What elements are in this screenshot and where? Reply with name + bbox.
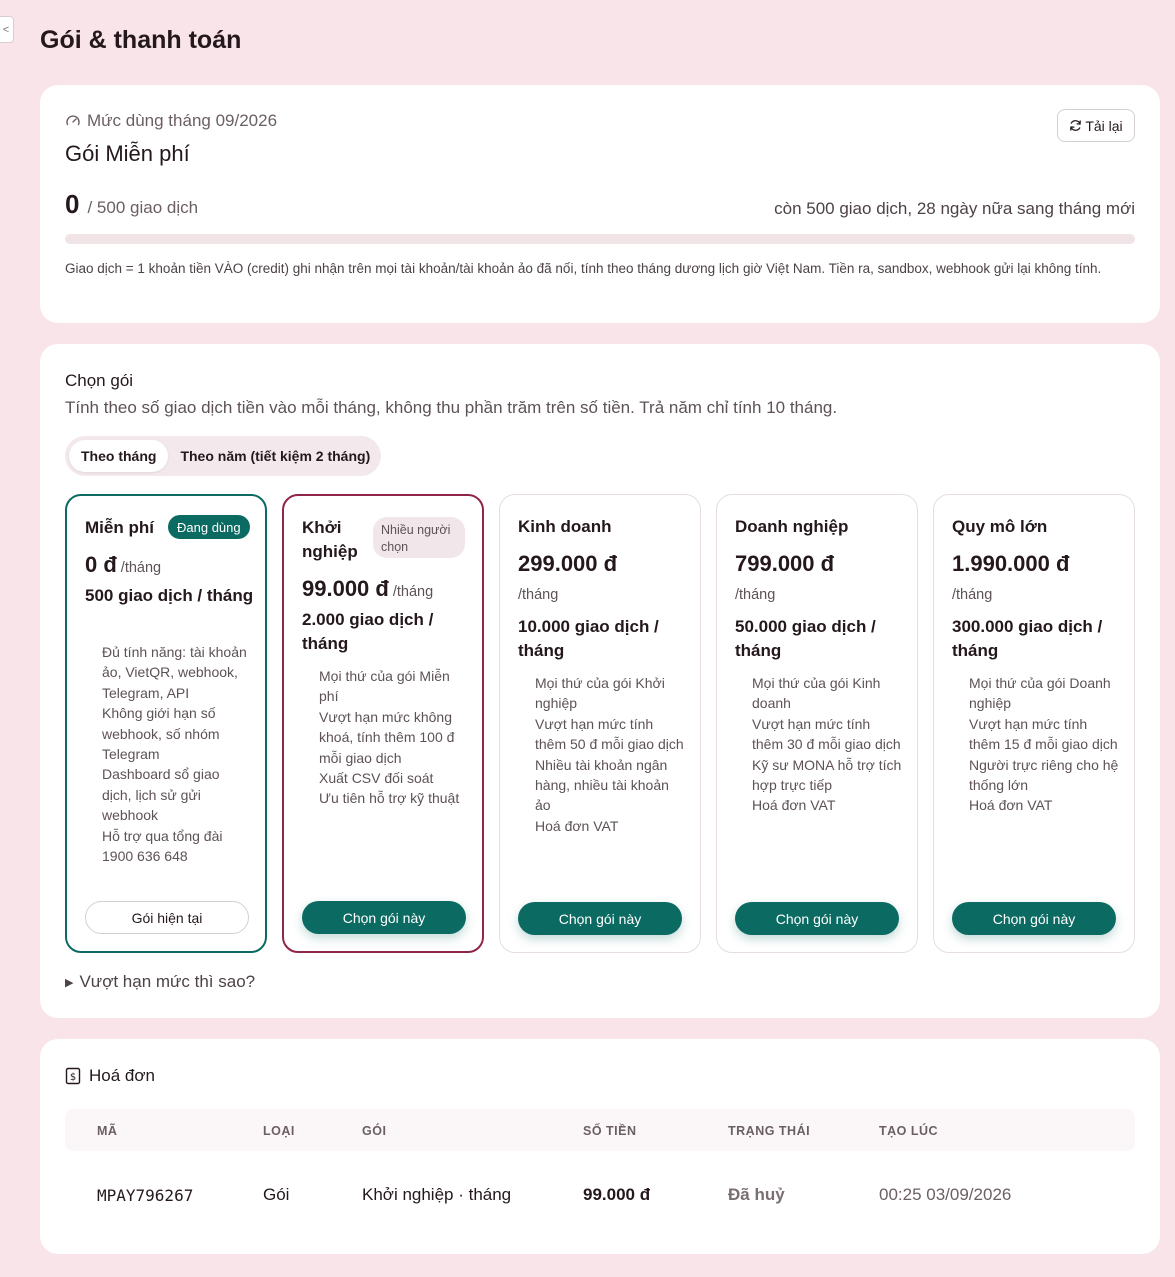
choose-plan-button[interactable]: Chọn gói này	[302, 901, 466, 934]
choose-plan-button[interactable]: Chọn gói này	[518, 902, 682, 935]
column-header-type: LOẠI	[263, 1124, 295, 1138]
plan-feature: Hoá đơn VAT	[752, 797, 836, 814]
invoice-status: Đã huỷ	[728, 1185, 785, 1204]
plans-heading: Chọn gói	[65, 371, 134, 390]
plan-features	[752, 673, 902, 816]
plan-period: /tháng	[952, 587, 993, 603]
plan-features	[319, 666, 469, 809]
plan-price-line	[302, 576, 433, 602]
plan-feature: Mọi thứ của gói Miễn phí	[319, 668, 450, 705]
plan-name: Miễn phí	[85, 518, 154, 537]
plan-quota: 500 giao dịch / tháng	[85, 586, 254, 605]
invoices-heading	[65, 1066, 155, 1086]
column-header-created: TẠO LÚC	[879, 1124, 939, 1138]
plan-quota: 10.000 giao dịch / tháng	[518, 617, 659, 660]
plan-card-business	[499, 494, 701, 953]
plan-feature: Dashboard sổ giao dịch, lịch sử gửi webhook	[102, 766, 220, 824]
plan-feature: Không giới hạn số webhook, số nhóm Telegram	[102, 705, 220, 763]
page-title: Gói & thanh toán	[40, 26, 242, 54]
plan-price: 299.000 đ	[518, 551, 618, 576]
usage-period	[65, 111, 277, 131]
overage-disclosure[interactable]	[65, 972, 255, 992]
usage-card	[40, 85, 1160, 323]
plan-name: Khởi nghiệp	[302, 518, 358, 561]
current-plan-button[interactable]: Gói hiện tại	[85, 901, 249, 934]
plan-feature: Xuất CSV đối soát	[319, 770, 434, 787]
invoice-icon	[65, 1067, 81, 1085]
plan-price-line	[85, 552, 161, 578]
usage-progress-bar	[65, 234, 1135, 244]
invoices-table-header	[65, 1109, 1135, 1151]
plan-price-line	[518, 551, 617, 577]
plan-period: /tháng	[392, 584, 434, 600]
table-row	[65, 1174, 1135, 1214]
plan-card-large-scale	[933, 494, 1135, 953]
plan-price-line	[952, 551, 1069, 577]
invoice-code: MPAY796267	[97, 1186, 194, 1205]
plan-name: Quy mô lớn	[952, 517, 1048, 536]
triangle-right-icon: ▶	[65, 976, 74, 989]
invoice-created: 00:25 03/09/2026	[879, 1185, 1012, 1204]
current-plan-badge: Đang dùng	[168, 515, 250, 539]
chevron-left-icon: <	[2, 23, 10, 36]
column-header-plan: GÓI	[362, 1124, 387, 1138]
plan-feature: Mọi thứ của gói Khởi nghiệp	[535, 675, 665, 712]
invoice-plan: Khởi nghiệp · tháng	[362, 1185, 512, 1204]
plans-card	[40, 344, 1160, 1018]
current-plan-name: Gói Miễn phí	[65, 141, 190, 166]
plan-feature: Vượt hạn mức tính thêm 30 đ mỗi giao dịch	[752, 715, 901, 753]
plan-card-free	[65, 494, 267, 953]
popular-badge: Nhiều người chọn	[373, 517, 465, 558]
plan-period: /tháng	[120, 560, 162, 576]
plan-feature: Người trực riêng cho hệ thống lớn	[969, 756, 1119, 794]
plan-price: 0 đ	[85, 552, 117, 577]
invoices-title: Hoá đơn	[89, 1066, 155, 1085]
plan-period: /tháng	[518, 587, 559, 603]
plan-card-startup	[282, 494, 484, 953]
plan-feature: Mọi thứ của gói Doanh nghiệp	[969, 675, 1111, 712]
plan-quota: 2.000 giao dịch / tháng	[302, 610, 434, 653]
usage-period-label: Mức dùng tháng 09/2026	[87, 111, 278, 130]
column-header-code: MÃ	[97, 1124, 118, 1138]
billing-period-toggle	[65, 436, 381, 476]
plan-features	[969, 673, 1119, 816]
plan-quota: 50.000 giao dịch / tháng	[735, 617, 876, 660]
usage-used: 0	[65, 189, 80, 219]
usage-remaining: còn 500 giao dịch, 28 ngày nữa sang tháng mới	[774, 199, 1135, 218]
plan-feature: Mọi thứ của gói Kinh doanh	[752, 675, 881, 712]
plan-features	[535, 673, 685, 836]
overage-label: Vượt hạn mức thì sao?	[79, 972, 256, 991]
plan-feature: Hoá đơn VAT	[969, 797, 1053, 814]
plan-card-enterprise	[716, 494, 918, 953]
plan-feature: Hỗ trợ qua tổng đài 1900 636 648	[102, 827, 223, 865]
toggle-yearly[interactable]: Theo năm (tiết kiệm 2 tháng)	[180, 448, 371, 464]
gauge-icon	[65, 113, 81, 129]
invoices-card	[40, 1039, 1160, 1254]
plan-feature: Vượt hạn mức tính thêm 15 đ mỗi giao dịch	[969, 715, 1118, 753]
plan-feature: Hoá đơn VAT	[535, 817, 619, 834]
invoice-type: Gói	[263, 1185, 290, 1204]
usage-count	[65, 189, 198, 220]
refresh-icon	[1069, 119, 1082, 132]
plan-feature: Đủ tính năng: tài khoản ảo, VietQR, webhook, Telegram, API	[102, 644, 247, 701]
sidebar-collapse-tab[interactable]	[0, 16, 14, 43]
choose-plan-button[interactable]: Chọn gói này	[952, 902, 1116, 935]
plan-price: 1.990.000 đ	[952, 551, 1070, 576]
column-header-status: TRẠNG THÁI	[728, 1124, 811, 1138]
plan-feature: Vượt hạn mức tính thêm 50 đ mỗi giao dịch	[535, 715, 684, 753]
plan-name: Doanh nghiệp	[735, 517, 849, 536]
plan-feature: Ưu tiên hỗ trợ kỹ thuật	[319, 790, 460, 807]
plan-price: 799.000 đ	[735, 551, 835, 576]
column-header-amount: SỐ TIỀN	[583, 1124, 637, 1138]
plan-quota: 300.000 giao dịch / tháng	[952, 617, 1103, 660]
plan-feature: Nhiều tài khoản ngân hàng, nhiều tài khoản ảo	[535, 756, 669, 814]
plan-feature: Vượt hạn mức không khoá, tính thêm 100 đ mỗi giao dịch	[319, 708, 455, 766]
usage-note: Giao dịch = 1 khoản tiền VÀO (credit) ghi nhận trên mọi tài khoản/tài khoản ảo đã nối, tính theo tháng dương lịch giờ Việt Nam. Tiền ra, sandbox, webhook gửi lại không tính.	[65, 261, 1102, 276]
plan-features	[102, 642, 252, 866]
toggle-monthly[interactable]: Theo tháng	[69, 440, 168, 472]
reload-button[interactable]	[1057, 109, 1135, 142]
choose-plan-button[interactable]: Chọn gói này	[735, 902, 899, 935]
plan-price: 99.000 đ	[302, 576, 389, 601]
plans-subtitle: Tính theo số giao dịch tiền vào mỗi tháng, không thu phần trăm trên số tiền. Trả năm chỉ tính 10 tháng.	[65, 398, 838, 417]
svg-text:$: $	[69, 1072, 77, 1083]
invoice-amount: 99.000 đ	[583, 1185, 651, 1204]
plan-name: Kinh doanh	[518, 517, 612, 536]
reload-label: Tải lại	[1085, 117, 1123, 134]
plan-feature: Kỹ sư MONA hỗ trợ tích hợp trực tiếp	[752, 756, 902, 794]
plan-price-line	[735, 551, 834, 577]
usage-limit: / 500 giao dịch	[87, 198, 199, 217]
plan-period: /tháng	[735, 587, 776, 603]
